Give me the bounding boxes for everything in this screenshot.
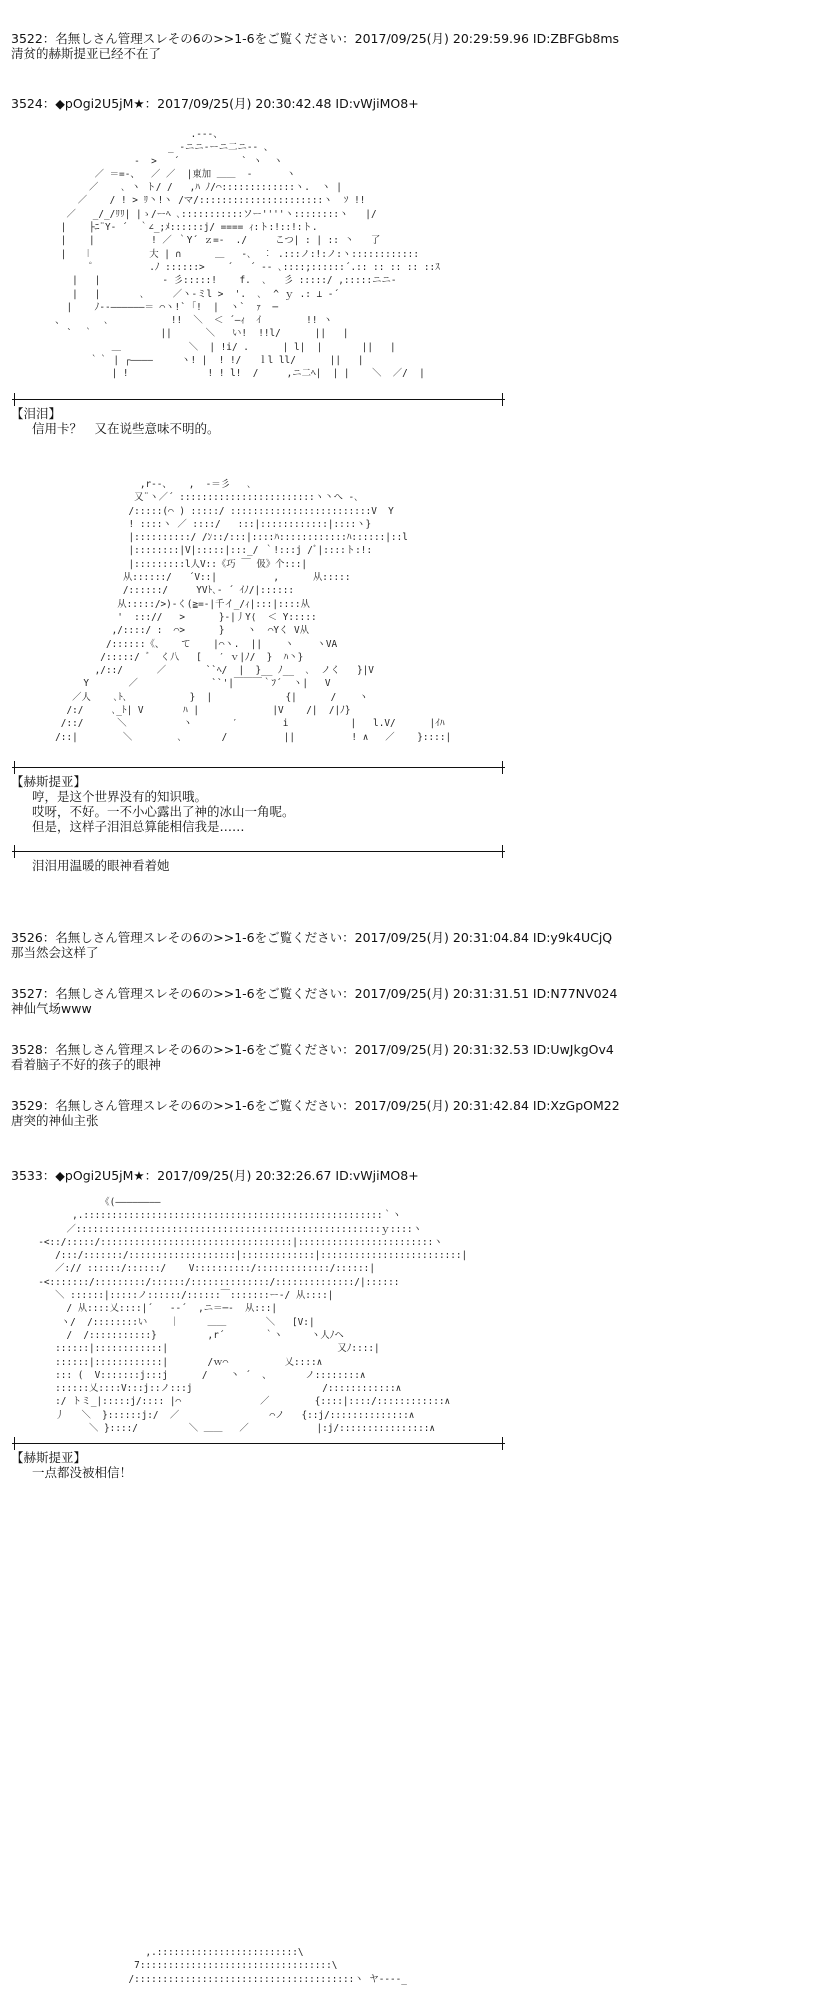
post-header: 3522：名無しさん管理スレその6の>>1-6をご覧ください：2017/09/25(月) 20:29:59.96 ID:ZBFGb8ms [11,31,620,46]
divider [12,399,505,400]
post-header: 3527：名無しさん管理スレその6の>>1-6をご覧ください：2017/09/25(月) 20:31:31.51 ID:N77NV024 [11,986,618,1001]
narration-line: 泪泪用温暖的眼神看着她 [32,858,170,873]
dialogue-line: 哼，是这个世界没有的知识哦。 [32,789,208,804]
dialogue-line: 信用卡？ 又在说些意味不明的。 [32,421,220,436]
post-header: 3524：◆pOgi2U5jM★：2017/09/25(月) 20:30:42.48 ID:vWjiMO8+ [11,96,419,111]
ascii-art-scene-3: 《(―――――――― ,.:::::::::::::::::::::::::::::::::::::::::::::::::::::｀ヽ ／::::::::::::::::::::::::::::::::::::::::::::::::::::::ｙ::::ヽ -<::/:::::/::::::::::::::::::::::::::::::::::|::::::::::::::::::::::::ヽ /:::/:::::::/:::::::::::::::::::|:::::::::::::|:::::::::::::::::::::::::| ／:// ::::::/::::::/ V::::::::::/:::::::::::::/::::::| -<:::::::/:::::::::/::::::/::::::::::::::/::::::::::::::/|:::::: ＼ ::::::|:::::ノ::::::/::::::￣:::::::ー‐/ 从::::| / 从::::乂::::|´ ‐‐´ ,ニ＝─‐ 从:::| ヽ/ /::::::::い ｜ ＿＿ ＼ [V:| / /:::::::::::} ,r´ ｀ヽ ヽ人ﾉヘ ::::::|::::::::::::| 又ﾉ::::| ::::::|::::::::::::| /ｗ⌒ 乂::::∧ ::: ( V:::::::j:::j / 丶 ´ 、 ノ::::::::∧ ::::::乂::::V:::j::ノ:::j /::::::::::::∧ :/ トミ_|:::::j/:::: |⌒ ／ {::::|::::/::::::::::::∧ 丿 ＼ }::::::j:/ ／ ⌒ノ {::j/::::::::::::::∧ ＼ }::::/ ＼ ＿＿ ／ |:j/::::::::::::::::∧ [38,1197,468,1435]
dialogue-line: 但是，这样子泪泪总算能相信我是…… [32,819,245,834]
divider [12,851,505,852]
post-header: 3526：名無しさん管理スレその6の>>1-6をご覧ください：2017/09/25(月) 20:31:04.84 ID:y9k4UCjQ [11,930,613,945]
speaker-label: 【泪泪】 [11,406,62,421]
post-header: 3533：◆pOgi2U5jM★：2017/09/25(月) 20:32:26.67 ID:vWjiMO8+ [11,1168,419,1183]
speaker-label: 【赫斯提亚】 [11,1450,87,1465]
speaker-label: 【赫斯提亚】 [11,774,87,789]
divider [12,1443,505,1444]
post-header: 3528：名無しさん管理スレその6の>>1-6をご覧ください：2017/09/25(月) 20:31:32.53 ID:UwJkgOv4 [11,1042,614,1057]
dialogue-line: 哎呀，不好。一不小心露出了神的冰山一角呢。 [32,804,295,819]
ascii-art-scene-4: ,.:::::::::::::::::::::::::\ 7::::::::::::::::::::::::::::::::::\ /:::::::::::::::::::::::::::::::::::::::ヽ ヤ‐‐‐‐_ [128,1947,407,1985]
ascii-art-scene-2: ,r‐‐、 , ‐＝彡 ､ 又¨ヽ／´ ::::::::::::::::::::::::ヽ丶へ ‐､ /:::::(⌒ ) :::::/ :::::::::::::::::::::::::V Y ! ::::ヽ ／ ::::/ :::|::::::::::::|::::ヽ} |::::::::::/ /ﾝ::/:::|::::ﾊ::::::::::::ﾊ::::::|::l |::::::::|V|:::::|:::_/ ｀!:::j /ﾞ|::::ト:!: |:::::::::l人V::《巧 ￣ 伋》个:::| 从::::::/ ´V::| , 从::::: /::::::/ YVﾄ､‐ ´ ｲﾉ/|:::::: 从:::::/>)‐く(≧=‐|千イ_/ｨ|:::|::::从 ' :::// > }-|丿Y⟨ ＜ Y::::: ,/::::/ : ⌒> } ヽ ⌒Yく V从 /::::::《、 て |⌒ヽ. || ヽ ヽVA /:::::/ ゛ く八 [ ′ ｖ|ﾉ/ } ﾊ丶} ,/::/ ／ ``ﾍ/ | }__ ﾉ__ ､ ノく }|V Y ／ ``'|￣￣￣｀ﾌ´ ヽ| V ／人 ､ﾄ､ } | {| / ヽ /:/ ､_ﾄ| V ﾊ | |V /| /|ﾉ} /::/ ＼ ヽ ′ i | l.V/ |ｲﾊ /::| ＼ ､ / || ! ∧ ／ }::::| [55,479,452,743]
post-body: 看着脑子不好的孩子的眼神 [11,1057,162,1072]
divider [12,767,505,768]
dialogue-line: 一点都没被相信！ [32,1465,133,1480]
post-body: 唐突的神仙主张 [11,1113,99,1128]
post-body: 神仙气场www [11,1001,92,1016]
post-body: 那当然会这样了 [11,945,99,960]
post-body: 清贫的赫斯提亚已经不在了 [11,46,162,61]
post-header: 3529：名無しさん管理スレその6の>>1-6をご覧ください：2017/09/25(月) 20:31:42.84 ID:XzGpOM22 [11,1098,620,1113]
ascii-art-scene-1: .-‐-、 _ -ニニ‐ーニ二ニ‐- 、 - > ´ ` ヽ ヽ ／ ＝=-、 ／ ／ |東加 ＿＿ - ヽ ／ ､ ヽ ト/ / ,ﾊ ﾉ/⌒:::::::::::::ヽ. ヽ | ／ / ! > ﾘ丶!ヽ /マ/::::::::::::::::::::::ヽ ｿ !! ／ _/_/ﾘﾘ| |ゝ/ーﾍ ､:::::::::::ソー''''ヽ::::::::ヽ |/ | ├ﾆ¨Y‐ ´ ｀∠_;ﾒ::::::j/ ==== ｨ:ト:!::!:ト. | | ! ／ ｀Y´ ｚ=- ./ こつ| : | :: 丶 了 | ︱ 大 | ∩ ＿ -､ ︰ .:::ノ:!:ノ:ヽ:::::::::::: ゜ .ﾉ ::::::> ´ ´ -‐ ､::::;::::::´.:: :: :: :: ::ｽ | | ‐ 彡:::::! f. ､ 彡 :::::/ ,:::::ニニ- | | ､ ／ヽ-ミl > '. ､ ^ ｙ .: ⊥ -´ | ﾉ‐‐――――――＝ ⌒ヽ!` ｢! | ヽ` ｧ ─ 、 ､ !! ＼ ＜ ´―ｨ ｲ !! ヽ ` ｀ || ＼ い! !!l/ || | ＿ ＼ | !i/ . | l| | || | ｀｀ | ┌―――― ヽ! | ! !/ ｌl ll/ || | | ! ! ! l! / ,ニ二ﾍ| | | ＼ ／/ | [55,129,440,380]
